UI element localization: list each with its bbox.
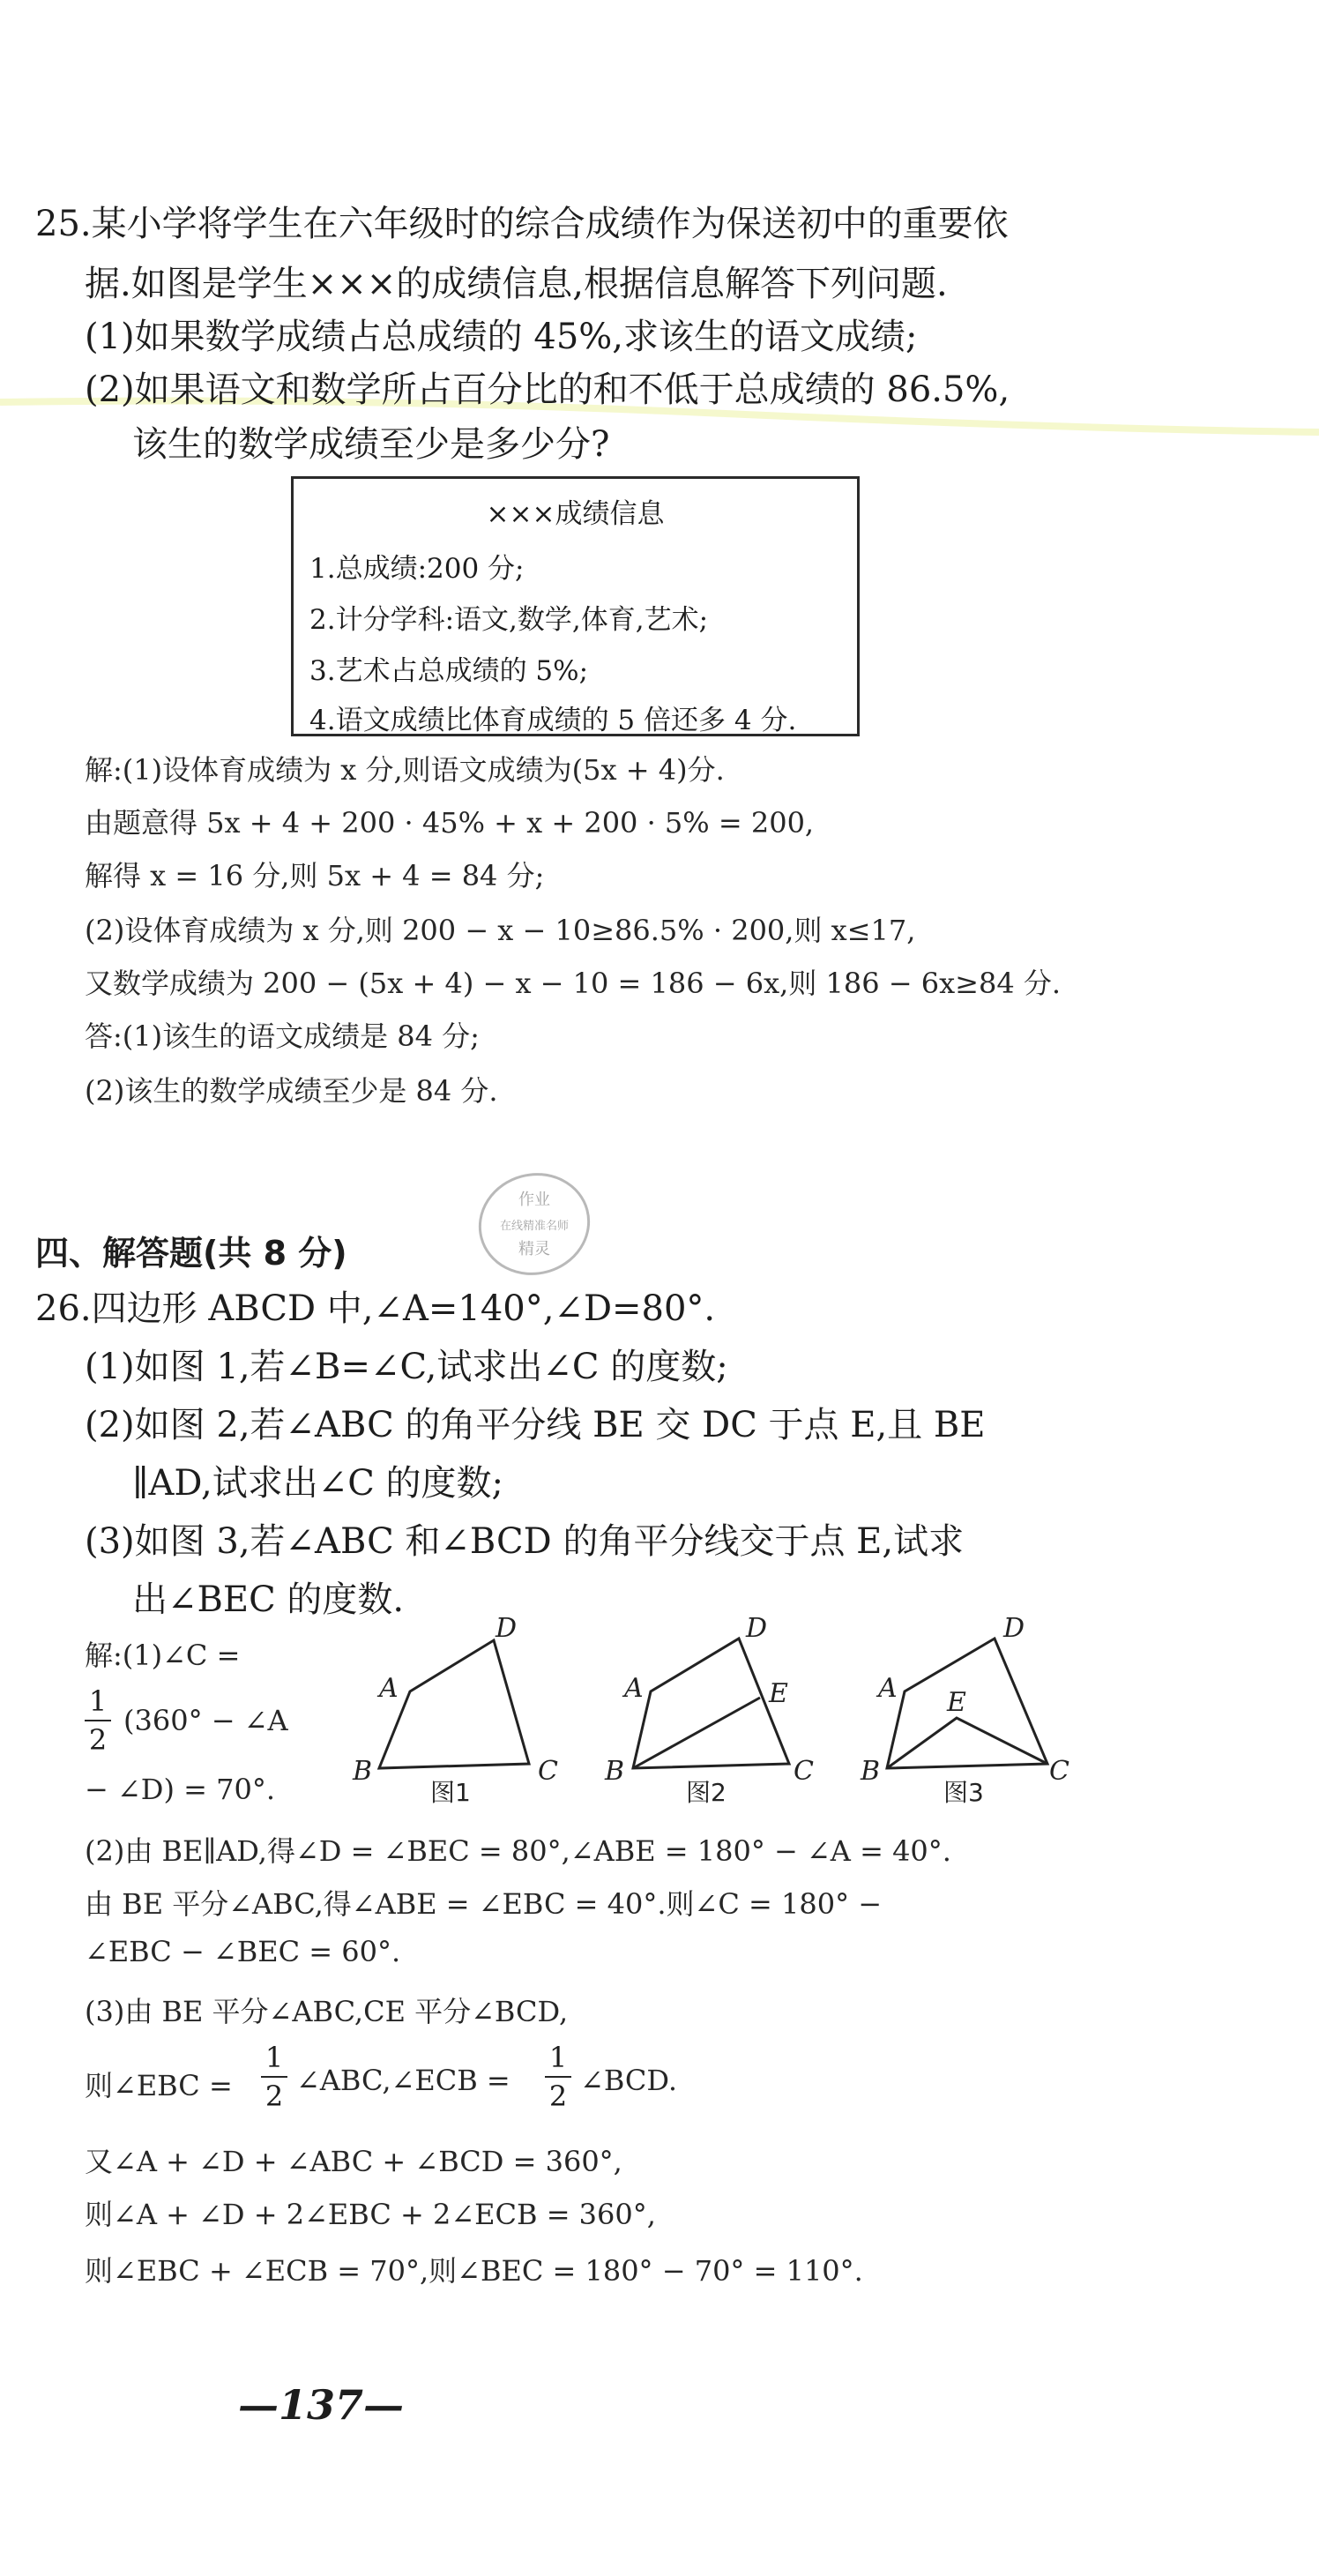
q26-part1: (1)如图 1,若∠B=∠C,试求出∠C 的度数; — [85, 1347, 728, 1387]
label-e: E — [769, 1678, 788, 1709]
fraction-denominator: 2 — [548, 2079, 568, 2113]
info-item: 4.语文成绩比体育成绩的 5 倍还多 4 分. — [309, 705, 797, 736]
figure-caption: 图1 — [430, 1778, 471, 1807]
q25-solution-line: 又数学成绩为 200 − (5x + 4) − x − 10 = 186 − 6x,则 186 − 6x≥84 分. — [85, 967, 1062, 1000]
fraction-numerator: 1 — [88, 1684, 108, 1718]
q26-solution-line: (2)由 BE∥AD,得∠D = ∠BEC = 80°,∠ABE = 180° − ∠A = 40°. — [85, 1834, 951, 1868]
q26-solution-line: 由 BE 平分∠ABC,得∠ABE = ∠EBC = 40°.则∠C = 180° − — [85, 1887, 883, 1921]
q26-solution-line: (3)由 BE 平分∠ABC,CE 平分∠BCD, — [85, 1995, 569, 2028]
q25-solution-line: 解得 x = 16 分,则 5x + 4 = 84 分; — [85, 859, 545, 892]
q26-solution-line: 则∠A + ∠D + 2∠EBC + 2∠ECB = 360°, — [85, 2198, 656, 2231]
figure1-quadrilateral — [379, 1640, 529, 1768]
info-box-title: ×××成绩信息 — [486, 498, 665, 530]
fraction-half — [545, 2041, 571, 2113]
q25-solution-line: 由题意得 5x + 4 + 200 · 45% + x + 200 · 5% = 200, — [85, 806, 815, 840]
q26-part2-line1: (2)如图 2,若∠ABC 的角平分线 BE 交 DC 于点 E,且 BE — [85, 1405, 986, 1445]
label-d: D — [746, 1613, 768, 1644]
label-b: B — [861, 1756, 881, 1787]
q26-solution-line: 则∠EBC = — [85, 2069, 233, 2102]
q25-solution-line: 解:(1)设体育成绩为 x 分,则语文成绩为(5x + 4)分. — [85, 753, 725, 787]
section-title: 四、解答题(共 8 分) — [35, 1234, 347, 1273]
stamp-text: 在线精准名师 — [499, 1220, 570, 1233]
label-d: D — [1003, 1613, 1025, 1644]
label-e: E — [947, 1687, 966, 1718]
label-d: D — [496, 1613, 518, 1644]
figure-caption: 图3 — [943, 1778, 984, 1807]
label-c: C — [1049, 1756, 1069, 1787]
q26-solution-line: 则∠EBC + ∠ECB = 70°,则∠BEC = 180° − 70° = 110°. — [85, 2254, 863, 2288]
q26-solution-line: ∠BCD. — [580, 2064, 678, 2097]
q26-part3-line2: 出∠BEC 的度数. — [132, 1579, 405, 1620]
fraction-numerator: 1 — [265, 2041, 284, 2074]
label-b: B — [353, 1756, 373, 1787]
q26-line1: 26.四边形 ABCD 中,∠A=140°,∠D=80°. — [35, 1288, 716, 1329]
label-c: C — [794, 1756, 814, 1787]
fraction-numerator: 1 — [548, 2041, 568, 2074]
fraction-denominator: 2 — [265, 2079, 284, 2113]
stamp-text: 作业 — [518, 1191, 550, 1209]
figure-caption: 图2 — [686, 1778, 727, 1807]
label-a: A — [379, 1673, 399, 1704]
figure3-quadrilateral — [887, 1639, 1047, 1768]
q26-solution-line: 又∠A + ∠D + ∠ABC + ∠BCD = 360°, — [85, 2145, 622, 2178]
q25-line1: 25.某小学将学生在六年级时的综合成绩作为保送初中的重要依 — [35, 204, 1009, 244]
q25-solution-line: (2)设体育成绩为 x 分,则 200 − x − 10≥86.5% · 200,则 x≤17, — [85, 914, 916, 947]
page-number: —137— — [238, 2381, 405, 2429]
fraction-half — [261, 2041, 287, 2113]
q26-solution-line: ∠ABC,∠ECB = — [296, 2064, 510, 2097]
q26-solution-line: ∠EBC − ∠BEC = 60°. — [85, 1935, 401, 1968]
q25-line2: 据.如图是学生×××的成绩信息,根据信息解答下列问题. — [85, 264, 948, 304]
info-item: 1.总成绩:200 分; — [309, 553, 525, 585]
label-b: B — [605, 1756, 625, 1787]
figure2-bisector-be — [633, 1698, 760, 1768]
info-item: 3.艺术占总成绩的 5%; — [309, 655, 589, 687]
label-c: C — [538, 1756, 558, 1787]
figure3-bisectors — [887, 1718, 1047, 1768]
q25-solution-line: (2)该生的数学成绩至少是 84 分. — [85, 1074, 498, 1108]
figure2-quadrilateral — [633, 1639, 789, 1768]
stamp-text: 精灵 — [518, 1240, 550, 1258]
fraction-half — [85, 1684, 111, 1757]
q26-solution-line: − ∠D) = 70°. — [85, 1773, 275, 1806]
q26-part3-line1: (3)如图 3,若∠ABC 和∠BCD 的角平分线交于点 E,试求 — [85, 1521, 965, 1562]
label-a: A — [624, 1673, 644, 1704]
q26-part2-line2: ∥AD,试求出∠C 的度数; — [132, 1463, 504, 1504]
q26-solution-line: 解:(1)∠C = — [85, 1639, 241, 1672]
q25-solution-line: 答:(1)该生的语文成绩是 84 分; — [85, 1019, 480, 1053]
q25-part2-line1: (2)如果语文和数学所占百分比的和不低于总成绩的 86.5%, — [85, 370, 1010, 410]
q25-part1: (1)如果数学成绩占总成绩的 45%,求该生的语文成绩; — [85, 317, 918, 357]
q26-solution-line: (360° − ∠A — [123, 1704, 288, 1737]
fraction-denominator: 2 — [88, 1723, 108, 1757]
label-a: A — [878, 1673, 898, 1704]
q25-part2-line2: 该生的数学成绩至少是多少分? — [132, 424, 610, 465]
info-item: 2.计分学科:语文,数学,体育,艺术; — [309, 604, 709, 636]
